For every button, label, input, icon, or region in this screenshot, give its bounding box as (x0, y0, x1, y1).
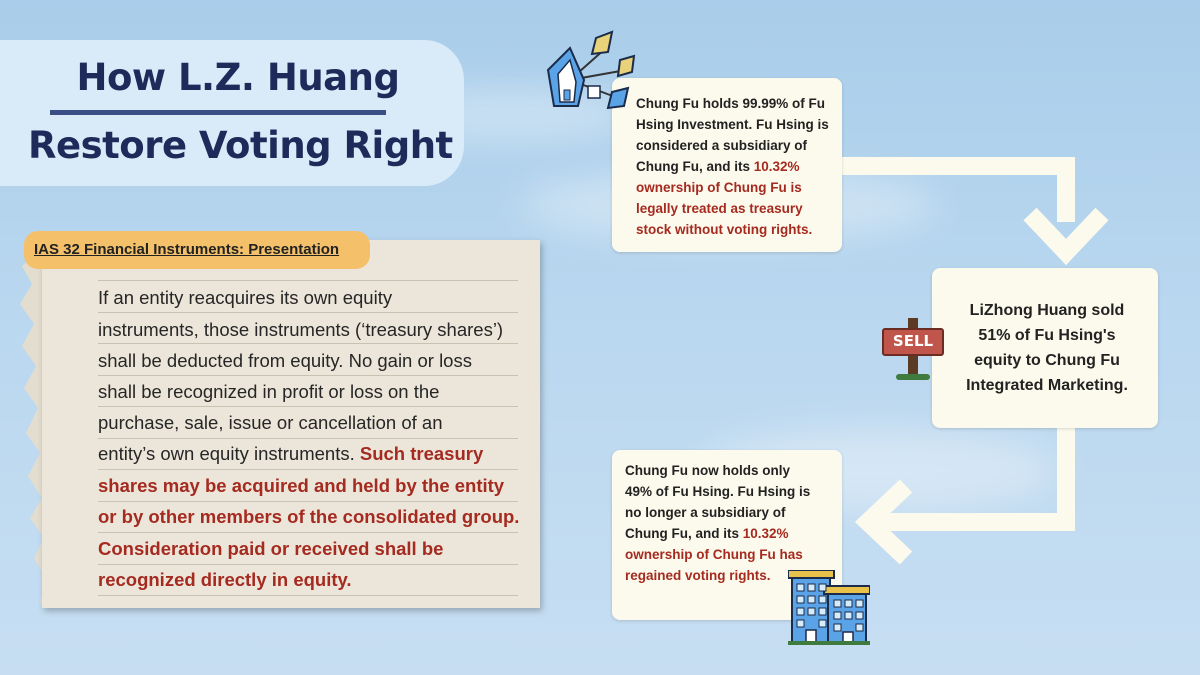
note-line-1: If an entity reacquires its own equity (98, 287, 393, 308)
company-structure-icon (540, 30, 640, 130)
box-sale (932, 268, 1158, 428)
ias-tag-label: IAS 32 Financial Instruments: Presentation (34, 241, 340, 258)
box-top-line-7: stock without voting rights. (636, 222, 813, 237)
box-bottom-percent: 10.32% (742, 526, 789, 541)
box-bottom-line-3: no longer a subsidiary of (625, 505, 786, 520)
note-line-3: shall be deducted from equity. No gain or loss (98, 350, 472, 371)
note-highlight-2: or by other members of the consolidated group. (98, 506, 520, 527)
note-highlight-1: shares may be acquired and held by the entity (98, 475, 505, 496)
note-line-2: instruments, those instruments (‘treasury shares’) (98, 319, 504, 340)
box-middle-line-3: equity to Chung Fu (974, 352, 1120, 369)
box-bottom-line-4 (625, 526, 789, 541)
box-middle-line-1: LiZhong Huang sold (969, 302, 1125, 319)
title-line-1: How L.Z. Huang (76, 56, 400, 99)
box-top-percent: 10.32% (753, 159, 800, 174)
box-top-line-2: Hsing Investment. Fu Hsing is (636, 117, 829, 132)
title-line-2: Restore Voting Right (28, 124, 453, 167)
box-top-line-6: legally treated as treasury (636, 201, 803, 216)
box-top-line-4-text: Chung Fu, and its (636, 159, 754, 174)
box-bottom-line-5: ownership of Chung Fu has (625, 547, 803, 562)
box-top-line-3: considered a subsidiary of (636, 138, 808, 153)
box-bottom-line-4-text: Chung Fu, and its (625, 526, 743, 541)
sell-sign-text: SELL (892, 332, 934, 350)
box-bottom-line-6: regained voting rights. (625, 568, 771, 583)
box-bottom-line-1: Chung Fu now holds only (625, 463, 790, 478)
note-highlight-4: recognized directly in equity. (98, 569, 352, 590)
office-buildings-icon (788, 570, 870, 646)
box-top-line-4 (636, 159, 800, 174)
box-bottom-line-2: 49% of Fu Hsing. Fu Hsing is (625, 484, 811, 499)
note-highlight-3: Consideration paid or received shall be (98, 538, 444, 559)
sell-sign-icon (882, 318, 946, 382)
box-middle-line-2: 51% of Fu Hsing's (978, 327, 1116, 344)
note-line-6-highlight: Such treasury (359, 443, 484, 464)
box-top-line-5: ownership of Chung Fu is (636, 180, 802, 195)
note-line-4: shall be recognized in profit or loss on the (98, 381, 440, 402)
box-top-line-1: Chung Fu holds 99.99% of Fu (636, 96, 825, 111)
note-line-5: purchase, sale, issue or cancellation of an (98, 412, 443, 433)
note-line-6-text: entity’s own equity instruments. (98, 443, 355, 464)
box-middle-line-4: Integrated Marketing. (966, 377, 1128, 394)
